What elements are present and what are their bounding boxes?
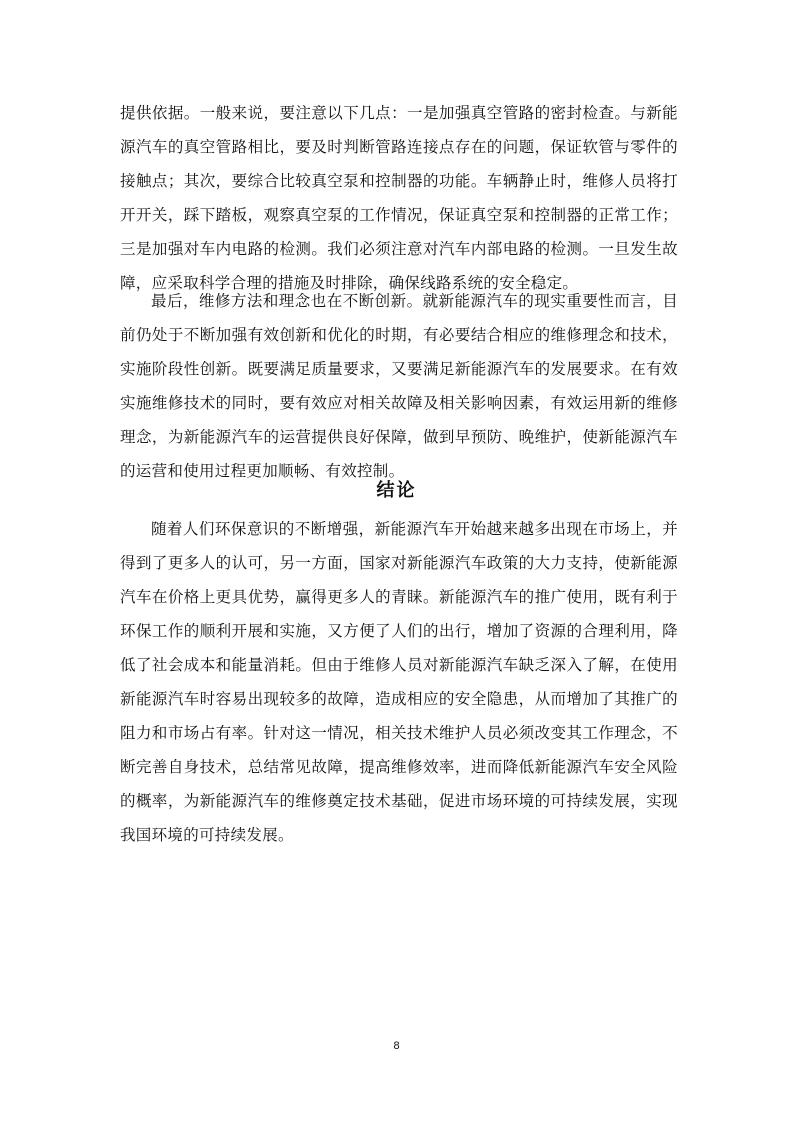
conclusion-paragraph: 随着人们环保意识的不断增强，新能源汽车开始越来越多出现在市场上，并得到了更多人的认可，另一方面，国家对新能源汽车政策的大力支持，使新能源汽车在价格上更具优势，赢得更多人的青睐。新能源汽车的推广使用，既有利于环保工作的顺利开展和实施，又方便了人们的出行，增加了资源的合理利用，降低了社会成本和能量消耗。但由于维修人员对新能源汽车缺乏深入了解，在使用新能源汽车时容易出现较多的故障，造成相应的安全隐患，从而增加了其推广的阻力和市场占有率。针对这一情况，相关技术维护人员必须改变其工作理念，不断完善自身技术，总结常见故障，提高维修效率，进而降低新能源汽车安全风险的概率，为新能源汽车的维修奠定技术基础，促进市场环境的可持续发展，实现我国环境的可持续发展。 xyxy=(120,520,678,844)
continued-paragraph: 提供依据。一般来说，要注意以下几点：一是加强真空管路的密封检查。与新能源汽车的真空管路相比，要及时判断管路连接点存在的问题，保证软管与零件的接触点；其次，要综合比较真空泵和控制器的功能。车辆静止时，维修人员将打开开关，踩下踏板，观察真空泵的工作情况，保证真空泵和控制器的正常工作；三是加强对车内电路的检测。我们必须注意对汽车内部电路的检测。一旦发生故障，应采取科学合理的措施及时排除，确保线路系统的安全稳定。 xyxy=(120,104,678,292)
final-section-paragraph: 最后，维修方法和理念也在不断创新。就新能源汽车的现实重要性而言，目前仍处于不断加强有效创新和优化的时期，有必要结合相应的维修理念和技术，实施阶段性创新。既要满足质量要求，又要满足新能源汽车的发展要求。在有效实施维修技术的同时，要有效应对相关故障及相关影响因素，有效运用新的维修理念，为新能源汽车的运营提供良好保障，做到早预防、晚维护，使新能源汽车的运营和使用过程更加顺畅、有效控制。 xyxy=(120,292,678,480)
conclusion-heading: 结论 xyxy=(376,480,417,501)
page-number: 8 xyxy=(393,1040,400,1052)
